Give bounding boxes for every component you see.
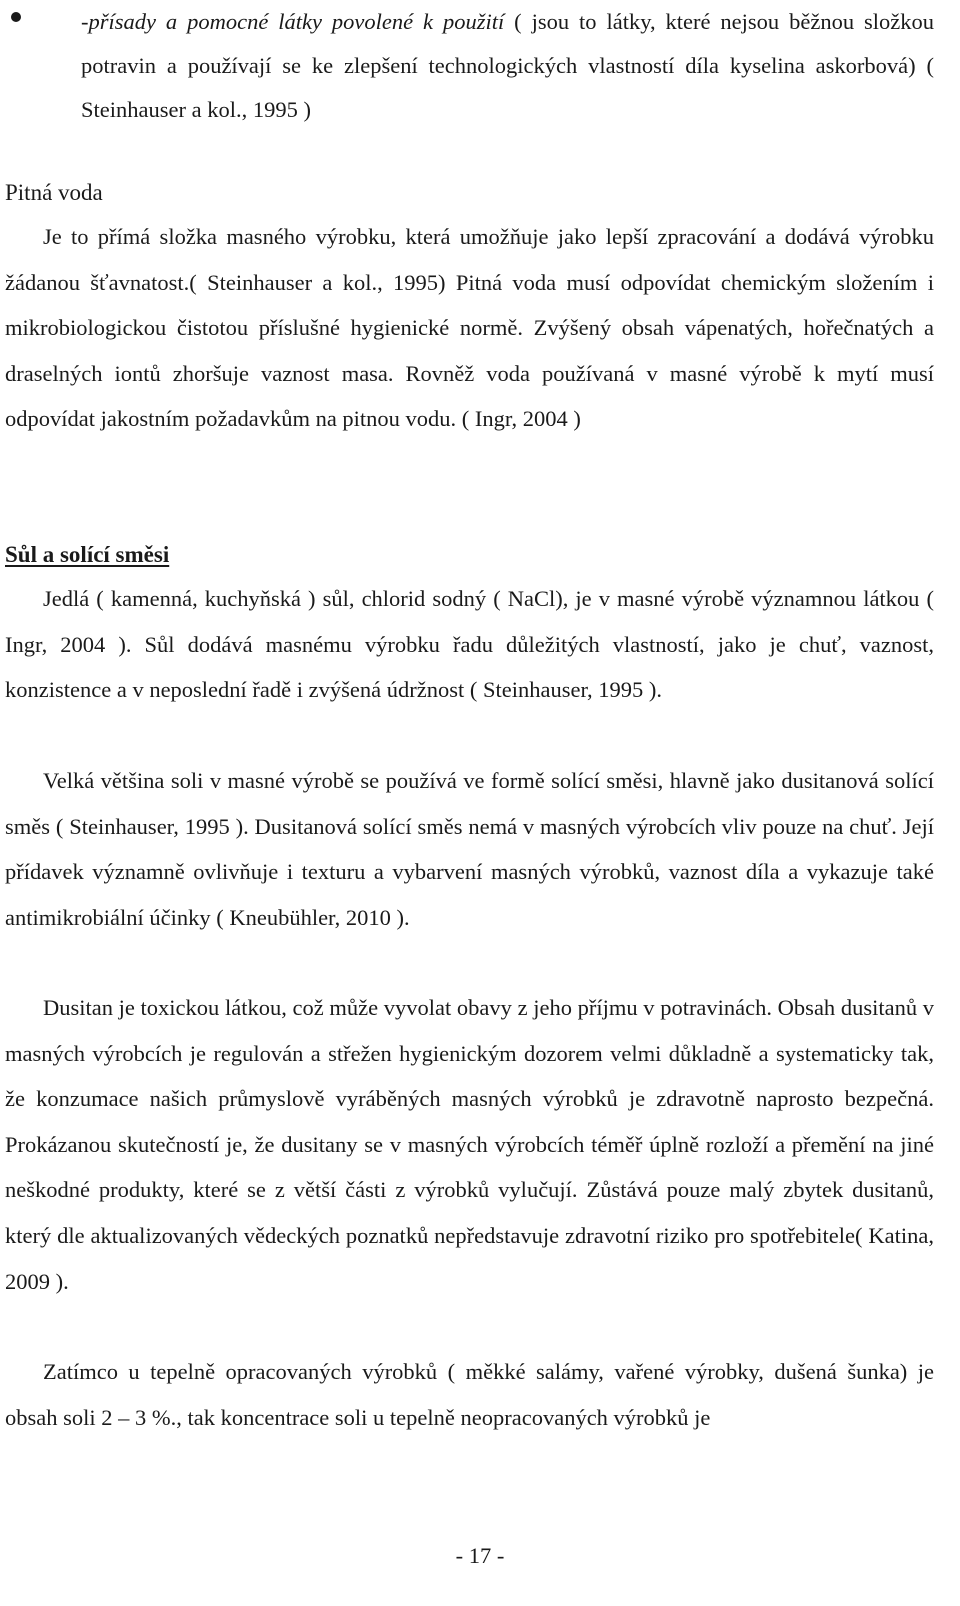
paragraph-sul-3-text: Dusitan je toxickou látkou, což může vyvolat obavy z jeho příjmu v potravinách. Obsah dusitanů v masných výrobcích je regulován a střežen hygienickým dozorem velmi důkladně a systematicky tak, že konzumace našich průmyslově vyráběných masných výrobků je zdravotně naprosto bezpečná. Prokázanou skutečností je, že dusitany se v masných výrobcích téměř úplně rozloží a přemění na jiné neškodné produkty, které se z větší části z výrobků vylučují. Zůstává pouze malý zbytek dusitanů, který dle aktualizovaných vědeckých poznatků nepředstavuje zdravotní riziko pro spotřebitele( Katina, 2009 ). [5, 995, 934, 1294]
bullet-dot-icon [11, 12, 21, 22]
paragraph-pitna-voda-text: Je to přímá složka masného výrobku, která umožňuje jako lepší zpracování a dodává výrobku žádanou šťavnatost.( Steinhauser a kol., 1995) Pitná voda musí odpovídat chemickým složením i mikrobiologickou čistotou příslušné hygienické normě. Zvýšený obsah vápenatých, hořečnatých a draselných iontů zhoršuje vaznost masa. Rovněž voda používaná v masné výrobě k mytí musí odpovídat jakostním požadavkům na pitnou vodu. ( Ingr, 2004 ) [5, 224, 934, 432]
paragraph-pitna-voda [5, 214, 934, 442]
page-number: - 17 - [455, 1543, 505, 1568]
section-heading-sul: Sůl a solící směsi [5, 542, 170, 567]
paragraph-sul-2 [5, 758, 934, 940]
section-heading-pitna-voda: Pitná voda [5, 180, 103, 205]
bullet-rest: ( jsou to látky, které nejsou běžnou složkou potravin a používají se ke zlepšení technologických vlastností díla kyselina askorbová) ( Steinhauser a kol., 1995 ) [81, 9, 934, 122]
paragraph-sul-2-text: Velká většina soli v masné výrobě se používá ve formě solící směsi, hlavně jako dusitanová solící směs ( Steinhauser, 1995 ). Dusitanová solící směs nemá v masných výrobcích vliv pouze na chuť. Její přídavek významně ovlivňuje i texturu a vybarvení masných výrobků, vaznost díla a vykazuje také antimikrobiální účinky ( Kneubühler, 2010 ). [5, 768, 934, 930]
bullet-italic-lead: -přísady a pomocné látky povolené k použití [81, 9, 505, 34]
paragraph-sul-1 [5, 576, 934, 713]
paragraph-sul-3 [5, 985, 934, 1304]
bullet-text [81, 0, 934, 132]
paragraph-sul-1-text: Jedlá ( kamenná, kuchyňská ) sůl, chlorid sodný ( NaCl), je v masné výrobě významnou látkou ( Ingr, 2004 ). Sůl dodává masnému výrobku řadu důležitých vlastností, jako je chuť, vaznost, konzistence a v neposlední řadě i zvýšená údržnost ( Steinhauser, 1995 ). [5, 586, 934, 703]
paragraph-sul-4-text: Zatímco u tepelně opracovaných výrobků ( měkké salámy, vařené výrobky, dušená šunka) je obsah soli 2 – 3 %., tak koncentrace soli u tepelně neopracovaných výrobků je [5, 1359, 934, 1430]
bullet-item [5, 0, 934, 132]
paragraph-sul-4 [5, 1349, 934, 1440]
